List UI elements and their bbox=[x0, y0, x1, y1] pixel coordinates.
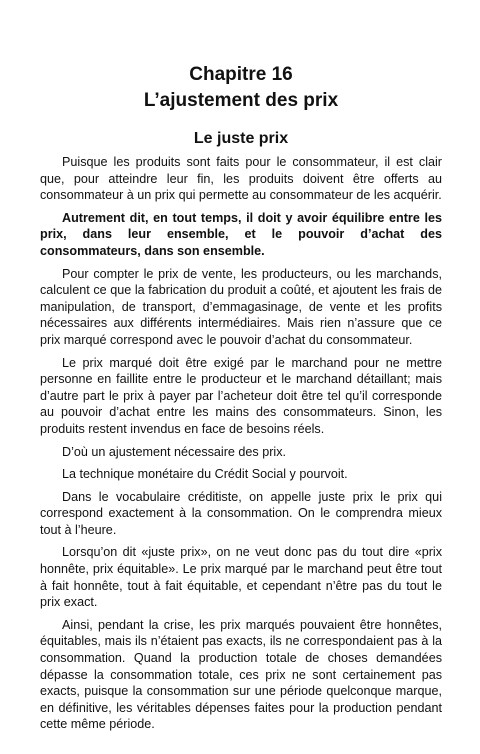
paragraph-emphasis: Autrement dit, en tout temps, il doit y avoir équilibre entre les prix, dans leur ensemble, et le pouvoir d’achat des consommateurs, dans son ensemble. bbox=[40, 210, 442, 258]
paragraph: La technique monétaire du Crédit Social y pourvoit. bbox=[62, 467, 348, 482]
paragraph: Puisque les produits sont faits pour le consommateur, il est clair que, pour atteindre leur fin, les produits doivent être offerts au consommateur à un prix qui permette au consommateur de les acquérir. bbox=[40, 155, 442, 203]
paragraph: Le prix marqué doit être exigé par le marchand pour ne mettre personne en faillite entre le producteur et le marchand détaillant; mais d’autre part le prix à payer par l’acheteur doit être tel qu’il corresponde au pouvoir d’achat entre les mains des consommateurs. Sinon, les produits restent invendus en face de besoins réels. bbox=[40, 355, 442, 436]
paragraph: D’où un ajustement nécessaire des prix. bbox=[62, 444, 287, 459]
paragraph: Pour compter le prix de vente, les producteurs, ou les marchands, calculent ce que la fabrication du produit a coûté, et ajoutent les frais de manipulation, de transport, d’emmagasinage, de vente et les profits nécessaires aux différents intermédiaires. Mais rien n’assure que ce prix marqué correspond avec le pouvoir d’achat du consommateur. bbox=[40, 266, 442, 347]
paragraph: Dans le vocabulaire créditiste, on appelle juste prix le prix qui correspond exactement à la consommation. On le comprendra mieux tout à l’heure. bbox=[40, 489, 442, 537]
chapter-number: Chapitre 16 bbox=[189, 64, 293, 85]
paragraph: Lorsqu’on dit «juste prix», on ne veut donc pas du tout dire «prix honnête, prix équitable». Le prix marqué par le marchand peut être tout à fait honnête, tout à fait équitable, et cependant n’être pas du tout le prix exact. bbox=[40, 545, 442, 610]
chapter-heading bbox=[40, 62, 442, 114]
section-title: Le juste prix bbox=[193, 130, 289, 147]
chapter-title: L’ajustement des prix bbox=[143, 90, 339, 111]
paragraph: Ainsi, pendant la crise, les prix marqués pouvaient être honnêtes, équitables, mais ils n’étaient pas exacts, ils ne correspondaient pas à la consommation. Quand la production totale de choses demandées dépasse la consommation totale, ces prix ne sont certainement pas exacts, puisque la consommation sur une période quelconque marque, en définitive, les véritables dépenses faites pour la production pendant cette même période. bbox=[40, 617, 442, 732]
